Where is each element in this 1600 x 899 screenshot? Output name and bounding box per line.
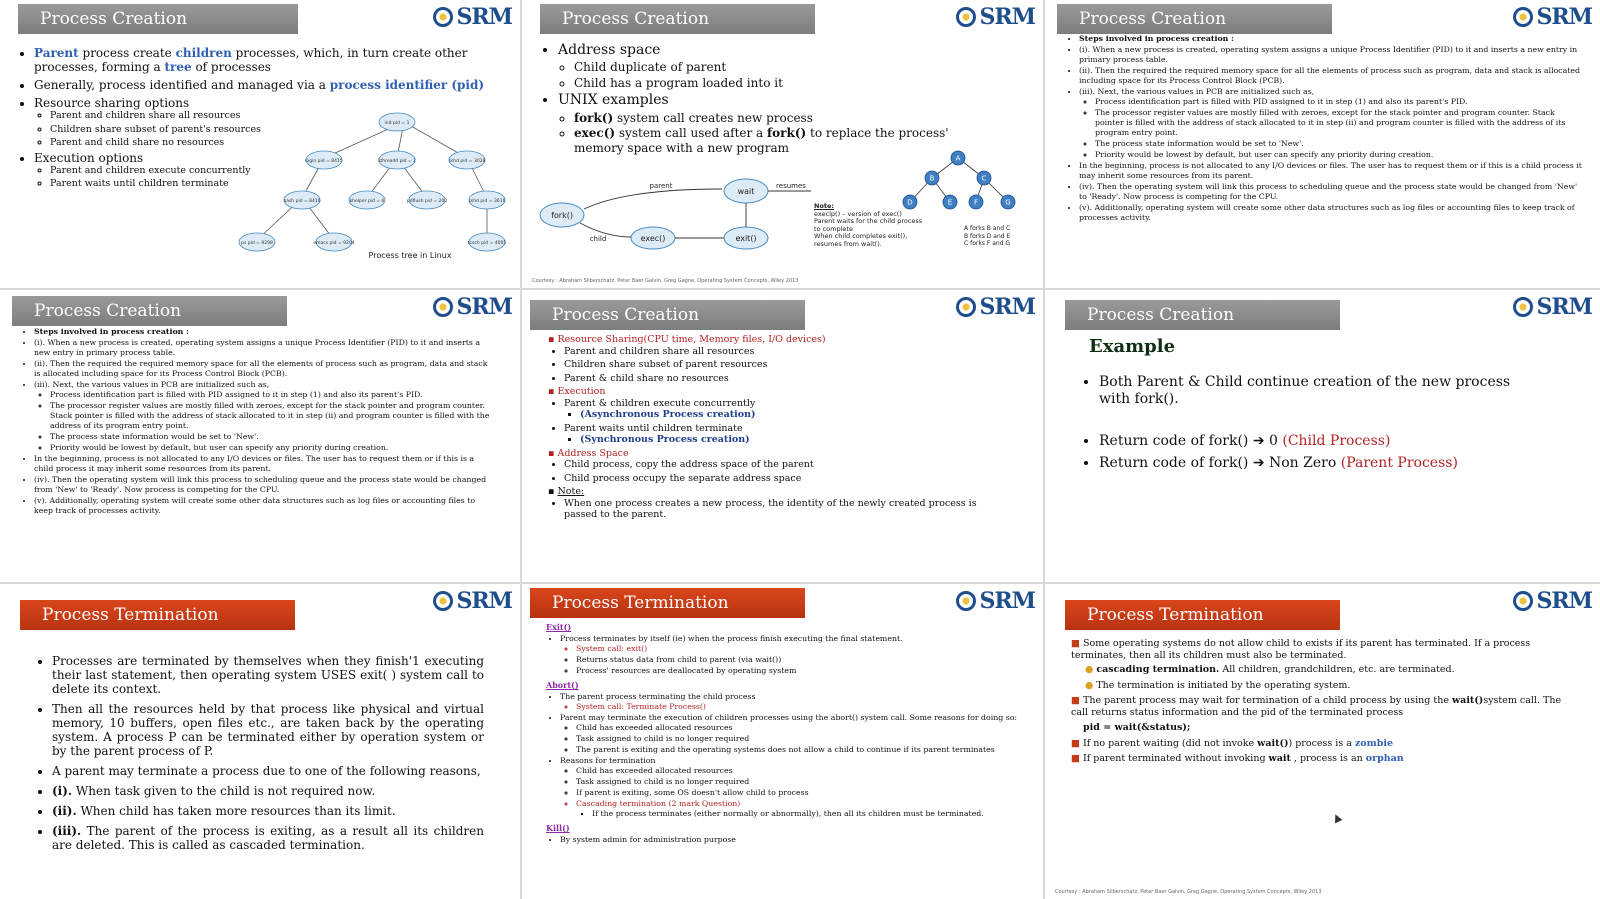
tree-node: sshd pid = 3028 [448, 159, 486, 164]
slide-2[interactable] [522, 0, 1043, 288]
slide-body: • Steps involved in process creation : • (i). When a new process is created, operating system assigns a unique Process Identifier (PID) to it and inserts a new entry in primary process table. • (ii). Then the required the required memory space for all the elements of process such as program, data and stack is allocated including space for its Process Control Block (PCB). • (iii). Next, the various values in PCB are initialized such as, ◦ Process identification part is filled with PID assigned to it in step (1) and also its parent's PID. ◦ The processor register values are mostly filled with zeroes, except for the stack pointer and program counter. Stack pointer is filled with the address of stack allocated to it in step (ii) and program counter is filled with the address of its program entry point. ◦ The process state information would be set to 'New'. ◦ Priority would be lowest by default, but user can specify any priority during creation. • In the beginning, process is not allocated to any I/O devices or files. The user has to request them or if this is a child process it may inherit some resources from its parent. • (iv). Then the operating system will link this process to scheduling queue and the process state would be changed from 'New' to 'Ready'. Now process is competing for the CPU. • (v). Additionally, operating system will create some other data structures such as log files or accounting files to keep track of processes activity. [1065, 34, 1584, 224]
srm-logo: SRM [956, 294, 1035, 320]
slide-7[interactable] [0, 584, 520, 899]
slide-body: • Both Parent & Child continue creation of the new process with fork(). • Return code of fork() ➔ 0 (Child Process) • Return code of fork() ➔ Non Zero (Parent Process) [1085, 374, 1540, 472]
srm-seal-icon [956, 7, 976, 27]
bullet: • Execution options ◦ Parent and children execute concurrently ◦ Parent waits until children terminate [34, 151, 502, 190]
srm-logo: SRM [433, 4, 512, 30]
diagram-label: wait [737, 187, 755, 196]
tree-node: F [973, 198, 979, 207]
example-heading: Example [1089, 336, 1176, 357]
tree-note: A forks B and C B forks D and E C forks F and G [964, 225, 1011, 247]
slide-title: Process Creation [1057, 4, 1332, 34]
srm-seal-icon [1513, 297, 1533, 317]
tree-node: D [907, 198, 913, 207]
tree-node: emacs pid = 9204 [313, 241, 355, 246]
tree-node: A [955, 154, 961, 163]
srm-logo: SRM [956, 588, 1035, 614]
srm-logo: SRM [1513, 588, 1592, 614]
tree-node: G [1005, 198, 1011, 207]
srm-logo: SRM [1513, 294, 1592, 320]
tree-node: khelper pid = 6 [349, 199, 385, 204]
tree-node: C [981, 174, 987, 183]
tree-node: init pid = 1 [384, 121, 410, 126]
fork-note: Note: execlp() – version of exec() Parent waits for the child process to complete When child completes exit(), resumes from wait(). [814, 202, 923, 248]
slide-9[interactable] [1045, 584, 1600, 899]
slide-body: ■ Some operating systems do not allow child to exists if its parent has terminated. If a process terminates, then all its children must also be terminated. ● cascading termination. All children, grandchildren, etc. are terminated. ● The termination is initiated by the operating system. ■ The parent process may wait for termination of a child process by using the wait()system call. The call returns status information and the pid of the terminated process pid = wait(&status); ■ If no parent waiting (did not invoke wait()) process is a zombie ■ If parent terminated without invoking wait , process is an orphan [1071, 638, 1562, 764]
tree-node: tcsch pid = 4005 [467, 241, 507, 246]
srm-seal-icon [1513, 7, 1533, 27]
bullet: • Generally, process identified and managed via a process identifier (pid) [34, 78, 502, 92]
bullet: • Parent process create children processes, which, in turn create other processes, forming a tree of processes [34, 46, 502, 74]
diagram-label: child [589, 235, 607, 243]
srm-logo: SRM [1513, 4, 1592, 30]
srm-logo: SRM [433, 588, 512, 614]
process-tree-diagram [232, 108, 512, 268]
diagram-label: exec() [640, 234, 666, 243]
diagram-label: parent [649, 182, 673, 190]
tree-caption: Process tree in Linux [368, 251, 452, 260]
tree-node: B [929, 174, 935, 183]
srm-seal-icon [1513, 591, 1533, 611]
slide-body: Exit() • Process terminates by itself (ie) when the process finish executing the final statement. ◦ System call: exit() ◦ Returns status data from child to parent (via wait()) ◦ Process' resources are deallocated by operating system Abort() • The parent process terminating the child process ◦ System call: Terminate Process() • Parent may terminate the execution of children processes using the abort() system call. Some reasons for doing so: ◦ Child has exceeded allocated resources ◦ Task assigned to child is no longer required ◦ The parent is exiting and the operating systems does not allow a child to continue if its parent terminates • Reasons for termination ◦ Child has exceeded allocated resources ◦ Task assigned to child is no longer required ◦ If parent is exiting, some OS doesn't allow child to process ◦ Cascading termination (2 mark Question) ▪ If the process terminates (either normally or abnormally), then all its children must be terminated. Kill() • By system admin for administration purpose [546, 620, 1023, 846]
diagram-label: fork() [551, 211, 573, 220]
tree-node: ps pid = 9298 [241, 241, 273, 246]
srm-seal-icon [433, 591, 453, 611]
diagram-label: resumes [776, 182, 806, 190]
slide-body: ▪ Resource Sharing(CPU time, Memory files, I/O devices) • Parent and children share all resources • Children share subset of parent resources • Parent & child share no resources ▪ Execution • Parent & children execute concurrently ▪ (Asynchronous Process creation) • Parent waits until children terminate ▪ (Synchronous Process creation) ▪ Address Space • Child process, copy the address space of the parent • Child process occupy the separate address space ▪ Note: • When one process creates a new process, the identity of the newly created process is passed to the parent. [544, 334, 1003, 523]
slide-title: Process Termination [20, 600, 295, 630]
srm-logo: SRM [956, 4, 1035, 30]
abc-tree-diagram [894, 148, 1022, 216]
slide-1[interactable] [0, 0, 520, 288]
slide-title: Process Creation [12, 296, 287, 326]
slide-title: Process Termination [1065, 600, 1340, 630]
slide-4[interactable] [0, 290, 520, 582]
tree-node: E [947, 198, 953, 207]
srm-seal-icon [433, 297, 453, 317]
slide-body: • Address space ◦ Child duplicate of parent ◦ Child has a program loaded into it • UNIX examples ◦ fork() system call creates new process ◦ exec() system call used after a fork() to replace the process' memory space with a new program [544, 42, 973, 156]
slide-title: Process Termination [530, 588, 805, 618]
srm-seal-icon [956, 591, 976, 611]
slide-footer: Courtesy : Abraham Silberschatz, Peter Baer Galvin, Greg Gagne, Operating System Concepts, Wiley 2013 [1055, 889, 1322, 895]
slide-8[interactable] [522, 584, 1043, 899]
tree-node: kthreadd pid = 2 [377, 159, 417, 164]
srm-logo: SRM [433, 294, 512, 320]
slide-title: Process Creation [1065, 300, 1340, 330]
slide-body: • Processes are terminated by themselves when they finish'1 executing their last statement, then operating system USES exit( ) system call to delete its context. • Then all the resources held by that process like physical and virtual memory, 10 buffers, open files etc., are taken back by the operating system. A process P can be terminated either by operation system or by the parent process of P. • A parent may terminate a process due to one of the following reasons, • (i). When task given to the child is not required now. • (ii). When child has taken more resources than its limit. • (iii). The parent of the process is exiting, as a result all its children are deleted. This is called as cascaded termination. [38, 654, 484, 852]
bullet: • Resource sharing options ◦ Parent and children share all resources ◦ Children share subset of parent's resources ◦ Parent and child share no resources [34, 96, 502, 149]
tree-node: sshd pid = 3610 [468, 199, 506, 204]
mouse-cursor-icon [1332, 813, 1343, 824]
fork-exec-diagram [536, 175, 826, 255]
slide-title: Process Creation [18, 4, 298, 34]
slide-6[interactable] [1045, 290, 1600, 582]
slide-body: • Steps involved in process creation : • (i). When a new process is created, operating system assigns a unique Process Identifier (PID) to it and inserts a new entry in primary process table. • (ii). Then the required the required memory space for all the elements of process such as program, data and stack is allocated including space for its Process Control Block (PCB). • (iii). Next, the various values in PCB are initialized such as, ◦ Process identification part is filled with PID assigned to it in step (1) and also its parent's PID. ◦ The processor register values are mostly filled with zeroes, except for the stack pointer and program counter. Stack pointer is filled with the address of stack allocated to it in step (ii) and program counter is filled with the address of its program entry point. ◦ The process state information would be set to 'New'. ◦ Priority would be lowest by default, but user can specify any priority during creation. • In the beginning, process is not allocated to any I/O devices or files. The user has to request them or if this is a child process it may inherit some resources from its parent. • (iv). Then the operating system will link this process to scheduling queue and the process state would be changed from 'New' to 'Ready'. Now process is competing for the CPU. • (v). Additionally, operating system will create some other data structures such as log files or accounting files to keep track of processes activity. [20, 327, 494, 517]
tree-node: login pid = 8415 [305, 159, 343, 164]
slide-title: Process Creation [530, 300, 805, 330]
slide-title: Process Creation [540, 4, 815, 34]
slide-3[interactable] [1045, 0, 1600, 288]
srm-seal-icon [433, 7, 453, 27]
slide-footer: Courtesy : Abraham Silberschatz, Peter Baer Galvin, Greg Gagne, Operating System Concepts, Wiley 2013 [532, 278, 799, 284]
diagram-label: exit() [735, 234, 757, 243]
slide-5[interactable] [522, 290, 1043, 582]
tree-node: pdflush pid = 200 [406, 199, 448, 204]
srm-seal-icon [956, 297, 976, 317]
tree-node: bash pid = 8416 [283, 199, 321, 204]
